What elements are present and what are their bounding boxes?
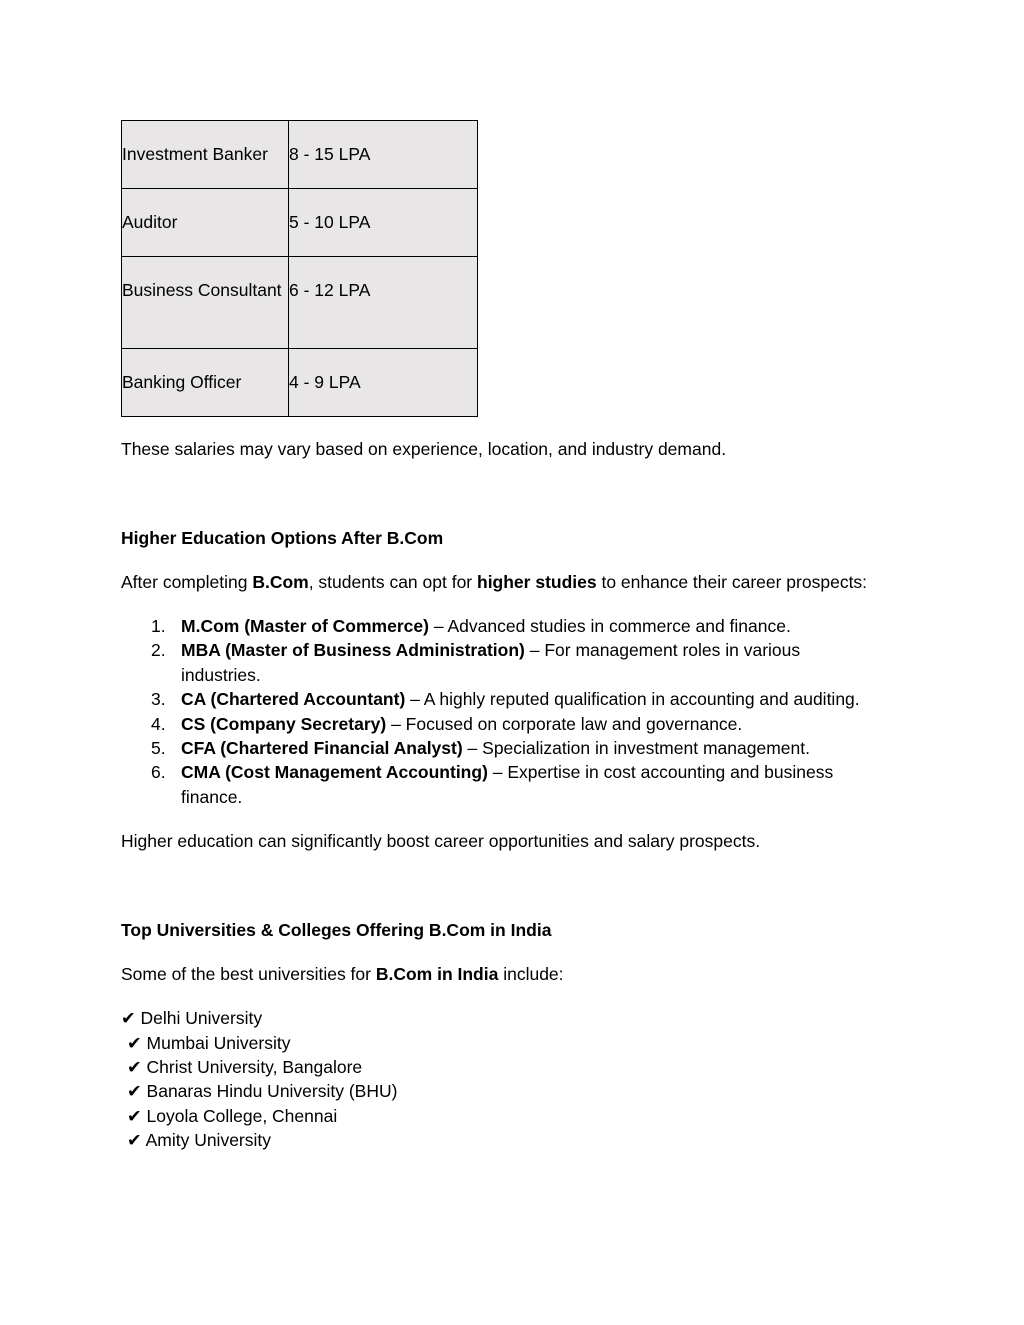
check-mark-icon: ✔	[127, 1057, 142, 1078]
salary-cell: 6 - 12 LPA	[289, 257, 478, 349]
list-number: 2.	[151, 640, 166, 661]
option-desc: – Focused on corporate law and governance.	[386, 713, 743, 734]
list-number: 6.	[151, 762, 166, 783]
option-title: CS (Company Secretary)	[181, 713, 387, 734]
table-row	[122, 121, 478, 189]
universities-intro	[121, 962, 911, 986]
list-item	[151, 736, 911, 760]
higher-education-outro: Higher education can significantly boost career opportunities and salary prospects.	[121, 831, 761, 852]
list-item	[151, 638, 911, 687]
table-row	[122, 349, 478, 417]
role-cell: Banking Officer	[122, 349, 289, 417]
list-number: 1.	[151, 616, 166, 636]
university-name: Delhi University	[140, 1008, 263, 1029]
list-item	[151, 687, 911, 711]
university-name: Banaras Hindu University (BHU)	[146, 1081, 398, 1102]
intro-text: to enhance their career prospects:	[596, 572, 868, 592]
role-cell: Investment Banker	[122, 121, 289, 189]
check-mark-icon: ✔	[127, 1081, 142, 1102]
option-title: CA (Chartered Accountant)	[181, 689, 406, 710]
role-cell: Auditor	[122, 189, 289, 257]
check-mark-icon: ✔	[127, 1032, 142, 1053]
list-number: 3.	[151, 689, 166, 710]
salary-note: These salaries may vary based on experience, location, and industry demand.	[121, 439, 727, 459]
list-number: 4.	[151, 713, 166, 734]
list-item	[151, 760, 911, 809]
intro-bold: B.Com	[252, 572, 309, 592]
list-item	[151, 614, 911, 638]
intro-text: Some of the best universities for	[121, 964, 376, 985]
option-title: CFA (Chartered Financial Analyst)	[181, 738, 463, 759]
universities-list	[121, 1006, 911, 1152]
university-name: Christ University, Bangalore	[146, 1057, 363, 1078]
intro-text: include:	[498, 964, 564, 985]
higher-education-list	[121, 614, 911, 809]
salary-cell: 8 - 15 LPA	[289, 121, 478, 189]
list-item	[121, 1128, 911, 1152]
document-page	[121, 120, 911, 1153]
list-item	[121, 1055, 911, 1079]
higher-education-heading: Higher Education Options After B.Com	[121, 528, 444, 548]
list-number: 5.	[151, 738, 166, 759]
intro-bold: B.Com in India	[375, 964, 499, 985]
intro-text: After completing	[121, 572, 253, 592]
option-desc: – Expertise in cost accounting and business finance.	[181, 762, 834, 807]
salary-cell: 4 - 9 LPA	[289, 349, 478, 417]
intro-bold: higher studies	[477, 572, 597, 592]
option-desc: – For management roles in various industries.	[181, 640, 801, 685]
option-desc: – Specialization in investment management.	[462, 738, 810, 759]
role-cell: Business Consultant	[122, 257, 289, 349]
table-row	[122, 189, 478, 257]
university-name: Mumbai University	[146, 1032, 291, 1053]
table-row	[122, 257, 478, 349]
option-title: M.Com (Master of Commerce)	[181, 616, 429, 636]
option-desc: – Advanced studies in commerce and finance.	[428, 616, 791, 636]
check-mark-icon: ✔	[121, 1008, 136, 1029]
option-title: MBA (Master of Business Administration)	[181, 640, 525, 661]
list-item	[121, 1031, 911, 1055]
higher-education-intro	[121, 570, 911, 594]
universities-heading: Top Universities & Colleges Offering B.Com in India	[121, 920, 552, 941]
option-desc: – A highly reputed qualification in accounting and auditing.	[405, 689, 860, 710]
salary-cell: 5 - 10 LPA	[289, 189, 478, 257]
option-title: CMA (Cost Management Accounting)	[181, 762, 488, 783]
list-item	[121, 1104, 911, 1128]
list-item	[121, 1079, 911, 1103]
university-name: Loyola College, Chennai	[146, 1105, 338, 1126]
intro-text: , students can opt for	[308, 572, 477, 592]
salary-table	[121, 120, 478, 417]
check-mark-icon: ✔	[127, 1105, 142, 1126]
university-name: Amity University	[145, 1130, 272, 1151]
list-item	[121, 1006, 911, 1030]
list-item	[151, 712, 911, 736]
check-mark-icon: ✔	[127, 1130, 142, 1151]
